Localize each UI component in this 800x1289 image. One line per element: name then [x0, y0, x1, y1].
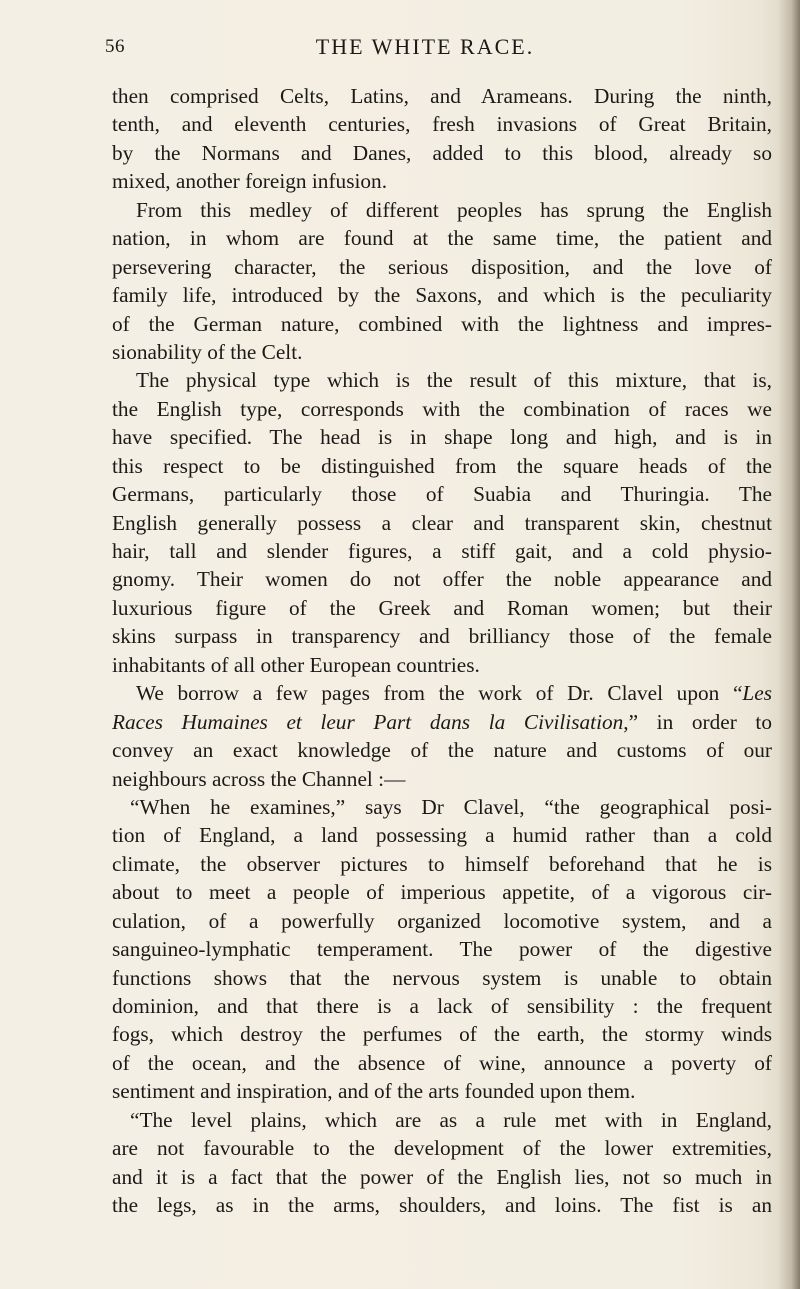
text-line: inhabitants of all other European countries.: [112, 652, 480, 677]
text-line: sentiment and inspiration, and of the arts founded upon them.: [112, 1079, 636, 1104]
text-line: about to meet a people of imperious appetite, of a vigorous cir-: [112, 880, 772, 905]
text-line: the legs, as in the arms, shoulders, and loins. The fist is an: [112, 1193, 772, 1218]
text-line: the English type, corresponds with the combination of races we: [112, 396, 772, 421]
text-line: nation, in whom are found at the same time, the patient and: [112, 226, 772, 251]
text-line: this respect to be distinguished from the square heads of the: [112, 453, 772, 478]
text-line: fogs, which destroy the perfumes of the earth, the stormy winds: [112, 1022, 772, 1047]
book-title-italic: Les: [742, 681, 772, 706]
page-edge-shadow: [778, 0, 800, 1289]
text-line: have specified. The head is in shape long and high, and is in: [112, 425, 772, 450]
text-line: hair, tall and slender figures, a stiff gait, and a cold physio-: [112, 539, 772, 563]
text-line: tenth, and eleventh centuries, fresh invasions of Great Britain,: [112, 112, 772, 137]
text-line: English generally possess a clear and transparent skin, chestnut: [112, 510, 772, 535]
text-line: climate, the observer pictures to himself beforehand that he is: [112, 851, 772, 876]
text-line: neighbours across the Channel :—: [112, 766, 406, 791]
text-line: culation, of a powerfully organized locomotive system, and a: [112, 908, 772, 933]
text-line: Races Humaines et leur Part dans la Civilisation,” in order to: [112, 709, 772, 734]
text-line: of the ocean, and the absence of wine, announce a poverty of: [112, 1050, 772, 1075]
text-line: of the German nature, combined with the lightness and impres-: [112, 311, 772, 336]
text-line: sionability of the Celt.: [112, 339, 303, 364]
text-line: are not favourable to the development of the lower extremities,: [112, 1136, 772, 1161]
text-line: From this medley of different peoples has sprung the English: [136, 197, 772, 222]
text-line: “The level plains, which are as a rule met with in England,: [130, 1107, 772, 1132]
text-line: then comprised Celts, Latins, and Arameans. During the ninth,: [112, 84, 772, 108]
page-number: 56: [105, 36, 125, 57]
text-line: “When he examines,” says Dr Clavel, “the geographical posi-: [130, 794, 772, 819]
text-line: Germans, particularly those of Suabia and Thuringia. The: [112, 482, 772, 507]
text-line: mixed, another foreign infusion.: [112, 169, 388, 194]
text-line: skins surpass in transparency and brilliancy those of the female: [112, 624, 772, 649]
text-line: gnomy. Their women do not offer the noble appearance and: [112, 567, 772, 592]
text-line: persevering character, the serious disposition, and the love of: [112, 254, 772, 279]
text-line: The physical type which is the result of this mixture, that is,: [136, 368, 772, 393]
running-head: [105, 34, 745, 68]
text-line: and it is a fact that the power of the English lies, not so much in: [112, 1164, 772, 1189]
text-line: functions shows that the nervous system is unable to obtain: [112, 965, 772, 990]
body-text: [112, 82, 772, 1220]
text-line: tion of England, a land possessing a humid rather than a cold: [112, 823, 772, 848]
book-title-italic: Races Humaines et leur Part dans la Civilisation: [112, 709, 624, 734]
text-line: We borrow a few pages from the work of Dr. Clavel upon “Les: [136, 681, 772, 706]
text-line: by the Normans and Danes, added to this blood, already so: [112, 140, 772, 165]
running-title: THE WHITE RACE.: [315, 34, 535, 59]
text-line: convey an exact knowledge of the nature and customs of our: [112, 738, 772, 763]
text-line: sanguineo-lymphatic temperament. The power of the digestive: [112, 937, 772, 962]
text-line: family life, introduced by the Saxons, and which is the peculiarity: [112, 283, 772, 308]
text-line: dominion, and that there is a lack of sensibility : the frequent: [112, 994, 772, 1018]
text-line: luxurious figure of the Greek and Roman women; but their: [112, 595, 772, 620]
